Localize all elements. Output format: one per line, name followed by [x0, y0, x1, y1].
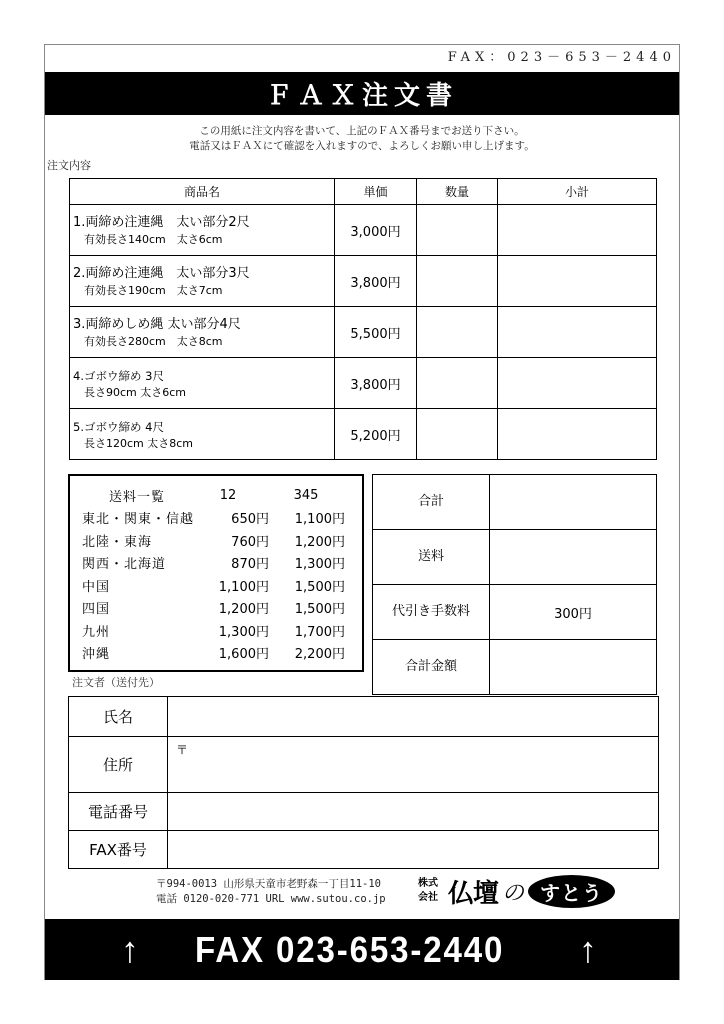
subtotal-field[interactable]: [498, 205, 657, 256]
subtotal-field[interactable]: [498, 307, 657, 358]
customer-row: [69, 831, 659, 869]
totals-row: [373, 640, 657, 695]
up-arrow-icon: ↑: [579, 928, 597, 970]
shipping-row: [82, 597, 362, 620]
col-unit-price: 単価: [335, 179, 417, 205]
table-row: [70, 256, 657, 307]
intro-line-2: 電話又はＦＡＸにて確認を入れますので、よろしくお願い申し上げます。: [189, 140, 535, 152]
totals-row: [373, 530, 657, 585]
customer-table: [68, 696, 659, 869]
table-row: [70, 205, 657, 256]
fee-a: 650円: [231, 512, 269, 528]
shipping-header: [82, 484, 362, 507]
product-detail: 長さ90cm 太さ6cm: [84, 385, 187, 399]
company-type-2: 会社: [418, 892, 438, 903]
grand-total-label: 合計金額: [373, 640, 490, 695]
unit-price: 5,200円: [335, 409, 417, 460]
address-line: 〒994-0013 山形県天童市老野森一丁目11-10: [156, 878, 382, 890]
name-label: 氏名: [69, 697, 168, 737]
logo-no: の: [502, 881, 525, 906]
shipping-row: [82, 619, 362, 642]
region: 四国: [82, 602, 111, 618]
order-table-header: [70, 179, 657, 205]
quantity-field[interactable]: [417, 409, 498, 460]
quantity-field[interactable]: [417, 256, 498, 307]
region: 中国: [82, 579, 111, 595]
intro-line-1: この用紙に注文内容を書いて、上記のＦＡＸ番号までお送り下さい。: [199, 125, 525, 137]
product-cell: [70, 409, 335, 460]
quantity-field[interactable]: [417, 358, 498, 409]
fax-field[interactable]: [168, 831, 659, 869]
fee-a: 1,200円: [218, 602, 269, 618]
product-detail: 長さ120cm 太さ8cm: [84, 436, 194, 450]
order-table: [69, 178, 657, 460]
customer-row: [69, 737, 659, 793]
region: 九州: [82, 624, 111, 640]
logo-kana: すとう: [528, 875, 615, 908]
customer-row: [69, 793, 659, 831]
shipping-row: [82, 552, 362, 575]
grand-total-value[interactable]: [490, 640, 657, 695]
top-fax-number: FAX：023－653－2440: [447, 50, 676, 65]
shipping-row: [82, 507, 362, 530]
table-row: [70, 409, 657, 460]
subtotal-field[interactable]: [498, 358, 657, 409]
product-cell: [70, 205, 335, 256]
address-field[interactable]: [168, 737, 659, 793]
totals-table: [372, 474, 657, 695]
table-row: [70, 307, 657, 358]
fee-a: 1,600円: [218, 647, 269, 663]
product-name: 4.ゴボウ締め 3尺: [73, 368, 164, 383]
cod-fee-value: 300円: [490, 585, 657, 640]
company-logo: [448, 873, 615, 910]
shipping-label: 送料: [373, 530, 490, 585]
fee-b: 2,200円: [294, 647, 345, 663]
product-cell: [70, 307, 335, 358]
customer-row: [69, 697, 659, 737]
region: 関西・北海道: [82, 557, 167, 573]
phone-field[interactable]: [168, 793, 659, 831]
shipping-value[interactable]: [490, 530, 657, 585]
fee-b: 1,200円: [294, 534, 345, 550]
cod-fee-label: 代引き手数料: [373, 585, 490, 640]
company-type-1: 株式: [418, 878, 438, 889]
col-product: 商品名: [70, 179, 335, 205]
fee-a: 870円: [231, 557, 269, 573]
unit-price: 3,000円: [335, 205, 417, 256]
product-name: 2.両締め注連縄 太い部分3尺: [73, 265, 250, 281]
fee-b: 1,500円: [294, 579, 345, 595]
product-name: 3.両締めしめ縄 太い部分4尺: [73, 316, 241, 332]
fee-b: 1,300円: [294, 557, 345, 573]
contact-line: 電話 0120-020-771 URL www.sutou.co.jp: [156, 893, 386, 905]
unit-price: 3,800円: [335, 256, 417, 307]
product-name: 5.ゴボウ締め 4尺: [73, 419, 164, 434]
fee-b: 1,500円: [294, 602, 345, 618]
table-row: [70, 358, 657, 409]
fax-label: FAX番号: [69, 831, 168, 869]
shipping-col-b: 345: [293, 487, 319, 503]
total-value[interactable]: [490, 475, 657, 530]
page-title: [45, 72, 679, 115]
company-type: [418, 877, 438, 905]
bottom-fax-number: FAX 023-653-2440: [195, 928, 505, 970]
intro-text: [45, 124, 679, 154]
quantity-field[interactable]: [417, 307, 498, 358]
totals-row: [373, 585, 657, 640]
region: 東北・関東・信越: [82, 512, 195, 528]
region: 北陸・東海: [82, 534, 153, 550]
address-label: 住所: [69, 737, 168, 793]
col-subtotal: 小計: [498, 179, 657, 205]
fee-b: 1,100円: [294, 512, 345, 528]
name-field[interactable]: [168, 697, 659, 737]
phone-label: 電話番号: [69, 793, 168, 831]
product-cell: [70, 358, 335, 409]
quantity-field[interactable]: [417, 205, 498, 256]
order-section-label: 注文内容: [47, 159, 91, 172]
logo-kanji: 仏壇: [448, 879, 499, 909]
up-arrow-icon: ↑: [121, 928, 139, 970]
shipping-row: [82, 574, 362, 597]
fee-a: 760円: [231, 534, 269, 550]
company-address: [156, 877, 386, 907]
customer-section-label: 注文者（送付先）: [72, 676, 160, 689]
subtotal-field[interactable]: [498, 256, 657, 307]
shipping-col-a: 12: [219, 487, 237, 503]
total-label: 合計: [373, 475, 490, 530]
fee-a: 1,300円: [218, 624, 269, 640]
product-name: 1.両締め注連縄 太い部分2尺: [73, 214, 250, 230]
col-quantity: 数量: [417, 179, 498, 205]
region: 沖縄: [82, 647, 111, 663]
product-detail: 有効長さ140cm 太さ6cm: [84, 232, 223, 246]
unit-price: 3,800円: [335, 358, 417, 409]
product-detail: 有効長さ280cm 太さ8cm: [84, 334, 223, 348]
product-detail: 有効長さ190cm 太さ7cm: [84, 283, 223, 297]
fee-b: 1,700円: [294, 624, 345, 640]
shipping-fee-list: [68, 474, 364, 672]
product-cell: [70, 256, 335, 307]
shipping-row: [82, 529, 362, 552]
fee-a: 1,100円: [218, 579, 269, 595]
title-text: ＦＡＸ注文書: [265, 81, 458, 111]
bottom-fax-bar: [45, 919, 679, 980]
shipping-row: [82, 642, 362, 665]
shipping-title: 送料一覧: [108, 489, 165, 505]
totals-row: [373, 475, 657, 530]
subtotal-field[interactable]: [498, 409, 657, 460]
unit-price: 5,500円: [335, 307, 417, 358]
postal-mark: 〒: [176, 743, 189, 757]
